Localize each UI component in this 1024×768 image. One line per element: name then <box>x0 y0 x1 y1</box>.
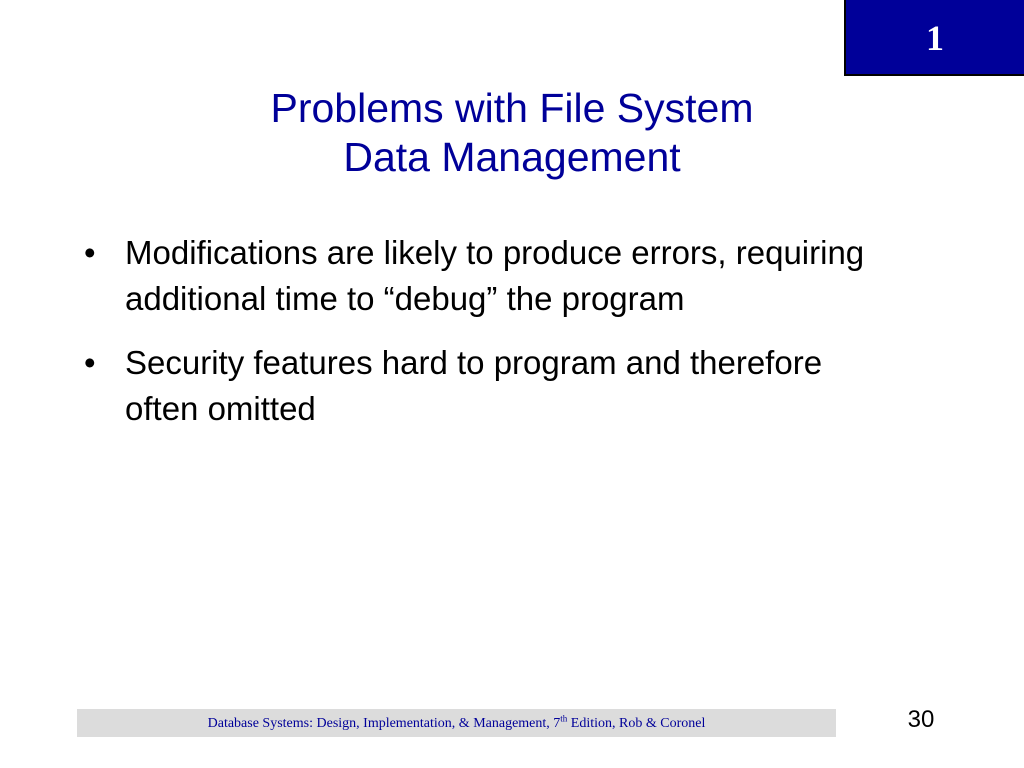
bullet-item <box>84 230 884 322</box>
footer-citation-superscript: th <box>560 713 568 724</box>
bullet-text: Security features hard to program and therefore often omitted <box>125 344 823 427</box>
chapter-badge <box>844 0 1024 76</box>
page-number: 30 <box>907 706 935 733</box>
slide-title <box>160 84 864 182</box>
footer-citation <box>77 715 836 732</box>
footer-citation-end: Edition, Rob & Coronel <box>567 716 706 731</box>
footer-bar <box>77 709 836 737</box>
slide-title-line-2: Data Management <box>343 134 681 180</box>
slide-title-line-1: Problems with File System <box>270 85 754 131</box>
footer-citation-start: Database Systems: Design, Implementation, & Management, 7 <box>207 716 561 731</box>
bullet-marker: • <box>84 234 96 271</box>
bullet-item <box>84 340 884 432</box>
chapter-number: 1 <box>926 18 944 58</box>
bullet-text: Modifications are likely to produce errors, requiring additional time to “debug” the program <box>125 234 865 317</box>
bullet-marker: • <box>84 344 96 381</box>
bullet-list <box>84 230 884 450</box>
